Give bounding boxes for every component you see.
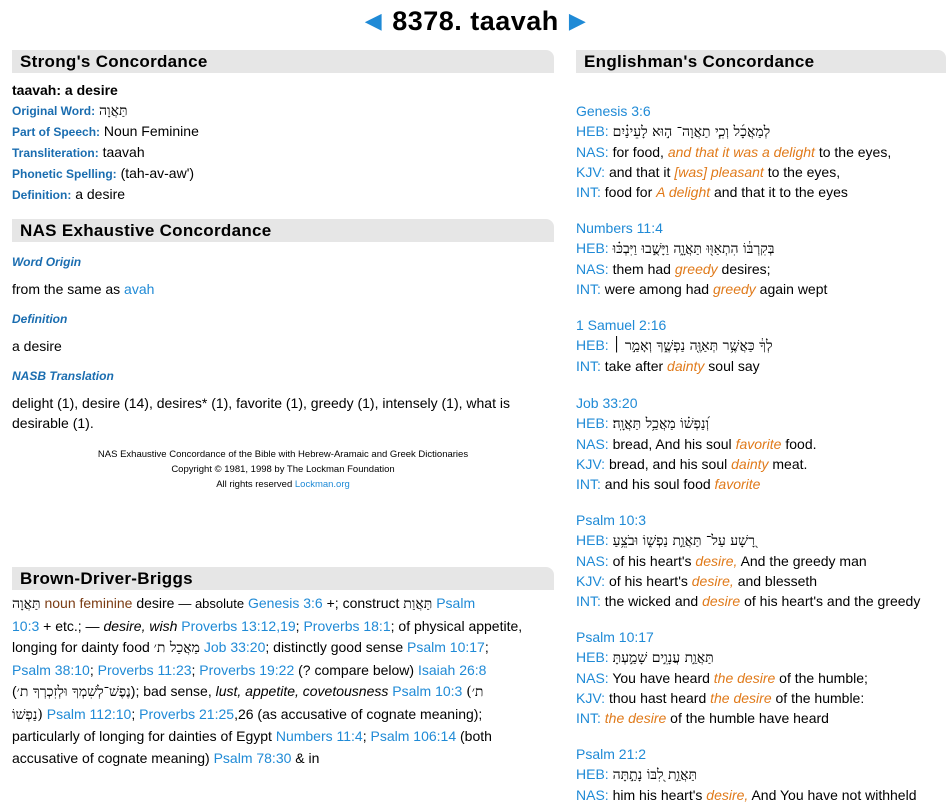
copyright-line-1: NAS Exhaustive Concordance of the Bible with Hebrew-Aramaic and Greek Dictionaries	[97, 449, 469, 460]
original-word: תַּאֲוָה	[99, 103, 128, 119]
ref-link[interactable]: Psalm 106:14	[370, 728, 457, 744]
version-label: HEB:	[576, 240, 609, 256]
bdb-text: ); bad sense,	[130, 683, 212, 699]
strongs-section	[12, 50, 554, 205]
ref-line-heb	[576, 238, 946, 259]
bdb-heb-1: תַּאֲוָה	[12, 596, 41, 612]
ref-link[interactable]: Psalm 21:2	[576, 746, 647, 762]
hebrew-text: רָ֭שָׁע עַל־ תַּאֲוַ֣ת נַפְשׁ֑וֹ וּבֹצֵ֥עַ	[612, 533, 755, 549]
phonetic-label: Phonetic Spelling:	[12, 167, 117, 181]
ref-link[interactable]: Psalm 78:30	[213, 749, 292, 766]
ref-link[interactable]: Genesis 3:6	[248, 595, 323, 611]
ref-line-int	[576, 591, 946, 611]
ref-link[interactable]: Job 33:20	[203, 639, 266, 655]
ref-text: them had	[612, 261, 671, 277]
nasb-translation-label: NASB Translation	[12, 369, 114, 383]
bdb-text: ,26 (as accusative of cognate meaning);	[234, 705, 483, 722]
ref-line-heb	[576, 413, 946, 434]
highlighted-word: greedy	[674, 261, 718, 277]
ref-line-nas	[576, 551, 946, 571]
ref-link[interactable]: 10:3	[12, 617, 40, 634]
ref-text: to the eyes,	[818, 144, 892, 160]
bdb-heb: (ת׳	[466, 684, 484, 700]
ref-line-int	[576, 356, 946, 376]
ref-link[interactable]: 1 Samuel 2:16	[576, 317, 667, 333]
definition-value: a desire	[75, 186, 126, 202]
bdb-text: desire, wish	[103, 617, 178, 634]
hebrew-text: לְמַאֲכָ֜ל וְכִ֧י תַאֲוָה־ ה֣וּא לָעֵינַ֗יִם	[612, 124, 771, 140]
nas-definition-text: a desire	[12, 338, 62, 354]
version-label: HEB:	[576, 649, 609, 665]
original-word-label: Original Word:	[12, 104, 96, 118]
ref-text: again wept	[759, 281, 828, 297]
title-text: 8378. taavah	[392, 6, 559, 36]
ref-text: And You have not withheld	[751, 787, 917, 803]
highlighted-word: the desire	[604, 710, 667, 726]
version-label: INT:	[576, 281, 601, 297]
lockman-link[interactable]: Lockman.org	[294, 479, 350, 490]
ref-link[interactable]: Numbers 11:4	[576, 220, 663, 236]
bdb-text: (? compare below)	[298, 661, 415, 678]
ref-line-heb	[576, 647, 946, 668]
ref-text: of the humble:	[775, 690, 865, 706]
phonetic-value: (tah-av-aw')	[120, 165, 195, 181]
bdb-text: +; construct	[326, 595, 400, 611]
ref-line-int	[576, 182, 946, 202]
ref-entry	[576, 218, 946, 299]
highlighted-word: the desire	[710, 690, 772, 706]
version-label: HEB:	[576, 123, 609, 139]
ref-text: and that it to the eyes	[714, 184, 848, 200]
bdb-text: ; of physical appetite,	[390, 617, 523, 634]
ref-text: of his heart's	[608, 573, 688, 589]
ref-entry	[576, 744, 946, 805]
bdb-text: longing for dainty food	[12, 639, 150, 655]
ref-link[interactable]: Psalm 10:17	[576, 629, 654, 645]
copyright-line-3: All rights reserved	[216, 479, 293, 490]
bdb-entry: תַּאֲוָה noun feminine desire — absolute Genesis 3:6 +; construct תַּאֲוַת Psalm 10:3 + etc.; — desire, wish Proverbs 13:12,19; Proverbs 18:1; of physical appetite, longing for dainty food מַאֲכַל ת׳ Job 33:20; distinctly good sense Psalm 10:17; Psalm 38:10; Proverbs 11:23; Proverbs 19:22 (? compare below) Isaiah 26:8 (נֶפֶשׁ־לְשִׁמְךָ וּלְזִכְרְךָ ת׳); bad sense, lust, appetite, covetousness Psalm 10:3 (ת׳ נַפְשׁוֹ) Psalm 112:10; Proverbs 21:25,26 (as accusative of cognate meaning); particularly of longing for dainties of Egypt Numbers 11:4; Psalm 106:14 (both accusative of cognate meaning) Psalm 78:30 & in	[12, 595, 523, 766]
ref-link[interactable]: Proverbs 21:25	[139, 705, 235, 722]
bdb-text: desire	[136, 595, 175, 611]
bdb-text: ; distinctly good sense	[265, 639, 404, 655]
version-label: INT:	[576, 476, 601, 492]
ref-text: him his heart's	[612, 787, 703, 803]
version-label: HEB:	[576, 766, 609, 782]
ref-text: to the eyes,	[767, 164, 841, 180]
ref-line-heb	[576, 764, 946, 785]
ref-link[interactable]: Psalm 10:3	[392, 683, 463, 699]
version-label: NAS:	[576, 670, 609, 686]
translit-value: taavah	[102, 144, 145, 160]
ref-text: And the greedy man	[740, 553, 867, 569]
ref-text: of his heart's	[612, 553, 692, 569]
highlighted-word: dainty	[731, 456, 769, 472]
ref-link[interactable]: Numbers 11:4	[275, 728, 363, 744]
ref-line-nas	[576, 434, 946, 454]
ref-link[interactable]: Psalm 38:10	[12, 661, 90, 678]
ref-line-kjv	[576, 571, 946, 591]
ref-line-kjv	[576, 688, 946, 708]
bdb-header: Brown-Driver-Briggs	[12, 567, 554, 590]
ref-line-nas	[576, 785, 946, 805]
bdb-heb: נַפְשׁוֹ)	[12, 706, 43, 723]
ref-line-nas	[576, 142, 946, 162]
ref-line-int	[576, 474, 946, 494]
bdb-heb: נֶפֶשׁ־לְשִׁמְךָ וּלְזִכְרְךָ ת׳	[16, 684, 131, 700]
ref-link[interactable]: Isaiah 26:8	[417, 661, 487, 678]
ref-text: and his soul food	[604, 476, 711, 492]
englishman-header: Englishman's Concordance	[576, 50, 946, 73]
version-label: NAS:	[576, 553, 609, 569]
next-arrow-icon[interactable]: ▶	[568, 8, 587, 33]
hebrew-text: תַּאֲוַ֣ת עֲנָוִ֣ים שָׁמַ֣עְתָּ	[612, 650, 714, 666]
version-label: NAS:	[576, 261, 609, 277]
ref-entry	[576, 315, 946, 376]
bdb-text: lust, appetite, covetousness	[215, 683, 389, 699]
ref-line-int	[576, 279, 946, 299]
highlighted-word: A delight	[656, 184, 711, 200]
bdb-text: (both	[460, 728, 492, 744]
ref-text: the wicked and	[604, 593, 699, 609]
version-label: KJV:	[576, 456, 606, 472]
bdb-text: accusative of cognate meaning)	[12, 749, 210, 766]
translit-label: Transliteration:	[12, 146, 99, 160]
pos-value: Noun Feminine	[103, 123, 199, 139]
word-def: taavah: a desire	[12, 82, 118, 98]
ref-link[interactable]: Psalm 10:3	[576, 512, 647, 528]
pos-label: Part of Speech:	[12, 125, 101, 139]
ref-link[interactable]: Psalm 112:10	[46, 705, 132, 722]
version-label: INT:	[576, 593, 601, 609]
version-label: HEB:	[576, 532, 609, 548]
ref-text: of the humble have heard	[670, 710, 829, 726]
ref-line-kjv	[576, 162, 946, 182]
bdb-pos: noun feminine	[44, 595, 133, 611]
bdb-section	[12, 567, 554, 769]
hebrew-text: לְךָ֔ כַּאֲשֶׁ֥ר תְּאַוֶּ֖ה נַפְשֶׁ֑ךָ וְאָמַ֣ר ׀	[612, 338, 773, 354]
ref-link[interactable]: Genesis 3:6	[576, 103, 651, 119]
nas-section	[12, 219, 554, 492]
right-column	[576, 50, 946, 803]
ref-line-nas	[576, 668, 946, 688]
bdb-text: (	[12, 683, 17, 699]
ref-entry	[576, 393, 946, 494]
ref-text: of the humble;	[779, 670, 868, 686]
nas-definition-label: Definition	[12, 312, 68, 326]
nasb-translation-text: delight (1), desire (14), desires* (1), favorite (1), greedy (1), intensely (1), what is desirable (1).	[12, 395, 510, 431]
highlighted-word: favorite	[714, 476, 761, 492]
ref-link[interactable]: Proverbs 13:12,19	[181, 617, 296, 634]
version-label: KJV:	[576, 573, 606, 589]
ref-text: take after	[604, 358, 664, 374]
bdb-text: — absolute	[178, 596, 245, 611]
version-label: NAS:	[576, 144, 609, 160]
bdb-text: + etc.; —	[43, 617, 100, 634]
ref-text: and that it	[608, 164, 671, 180]
version-label: NAS:	[576, 436, 609, 452]
strongs-header: Strong's Concordance	[12, 50, 554, 73]
ref-text: thou hast heard	[608, 690, 707, 706]
ref-link[interactable]: Psalm	[436, 595, 476, 611]
highlighted-word: favorite	[735, 436, 782, 452]
highlighted-word: the desire	[713, 670, 776, 686]
bdb-heb: תַּאֲוַת	[403, 596, 433, 612]
ref-line-heb	[576, 121, 946, 142]
ref-text: desires;	[721, 261, 771, 277]
copyright-line-2: Copyright © 1981, 1998 by The Lockman Foundation	[171, 464, 395, 475]
ref-text: food for	[604, 184, 653, 200]
hebrew-text: בְּקִרְבּ֔וֹ הִתְאַוּ֖וּ תַּאֲוָ֑ה וַיָּשֻׁ֣בוּ וַיִּבְכּ֗וּ	[612, 241, 775, 257]
hebrew-text: וְ֝נַפְשׁ֗וֹ מַאֲכַ֥ל תַּאֲוָֽה׃	[612, 416, 710, 432]
highlighted-word: desire,	[695, 553, 738, 569]
ref-text: were among had	[604, 281, 710, 297]
word-origin-text: from the same as	[12, 281, 121, 297]
ref-line-heb	[576, 530, 946, 551]
version-label: HEB:	[576, 415, 609, 431]
ref-line-heb	[576, 335, 946, 356]
version-label: KJV:	[576, 690, 606, 706]
bdb-heb: מַאֲכַל ת׳	[153, 640, 200, 656]
ref-text: You have heard	[612, 670, 710, 686]
highlighted-word: and that it was a delight	[667, 144, 815, 160]
highlighted-word: [was] pleasant	[674, 164, 764, 180]
highlighted-word: desire,	[706, 787, 749, 803]
definition-label: Definition:	[12, 188, 72, 202]
word-origin-label: Word Origin	[12, 255, 82, 269]
version-label: KJV:	[576, 164, 606, 180]
ref-link[interactable]: Proverbs 18:1	[303, 617, 391, 634]
ref-link[interactable]: Proverbs 11:23	[97, 661, 192, 678]
version-label: INT:	[576, 184, 601, 200]
ref-text: meat.	[772, 456, 808, 472]
bdb-text: & in	[295, 749, 320, 766]
ref-entry	[576, 510, 946, 611]
ref-entry	[576, 101, 946, 202]
highlighted-word: dainty	[667, 358, 705, 374]
highlighted-word: desire,	[691, 573, 734, 589]
ref-text: for food,	[612, 144, 664, 160]
ref-text: food.	[785, 436, 817, 452]
ref-text: and blesseth	[737, 573, 818, 589]
bdb-text: particularly of longing for dainties of Egypt	[12, 728, 272, 744]
ref-text: of his heart's and the greedy	[744, 593, 921, 609]
version-label: INT:	[576, 358, 601, 374]
version-label: NAS:	[576, 787, 609, 803]
ref-entry	[576, 627, 946, 728]
ref-text: soul say	[708, 358, 760, 374]
highlighted-word: desire	[702, 593, 741, 609]
bdb-text: ;	[295, 617, 300, 634]
version-label: HEB:	[576, 337, 609, 353]
ref-text: bread, and his soul	[608, 456, 728, 472]
ref-link[interactable]: Job 33:20	[576, 395, 638, 411]
page-title	[0, 6, 951, 37]
ref-line-int	[576, 708, 946, 728]
avah-link[interactable]: avah	[124, 281, 155, 297]
nas-header: NAS Exhaustive Concordance	[12, 219, 554, 242]
ref-line-nas	[576, 259, 946, 279]
ref-text: bread, And his soul	[612, 436, 732, 452]
version-label: INT:	[576, 710, 601, 726]
hebrew-text: תַּאֲוַ֣ת לִ֭בּוֹ נָתַ֣תָּה	[612, 767, 698, 783]
ref-link[interactable]: Proverbs 19:22	[199, 661, 295, 678]
prev-arrow-icon[interactable]: ◀	[364, 8, 383, 33]
ref-line-kjv	[576, 454, 946, 474]
highlighted-word: greedy	[712, 281, 756, 297]
ref-link[interactable]: Psalm 10:17	[407, 639, 485, 655]
